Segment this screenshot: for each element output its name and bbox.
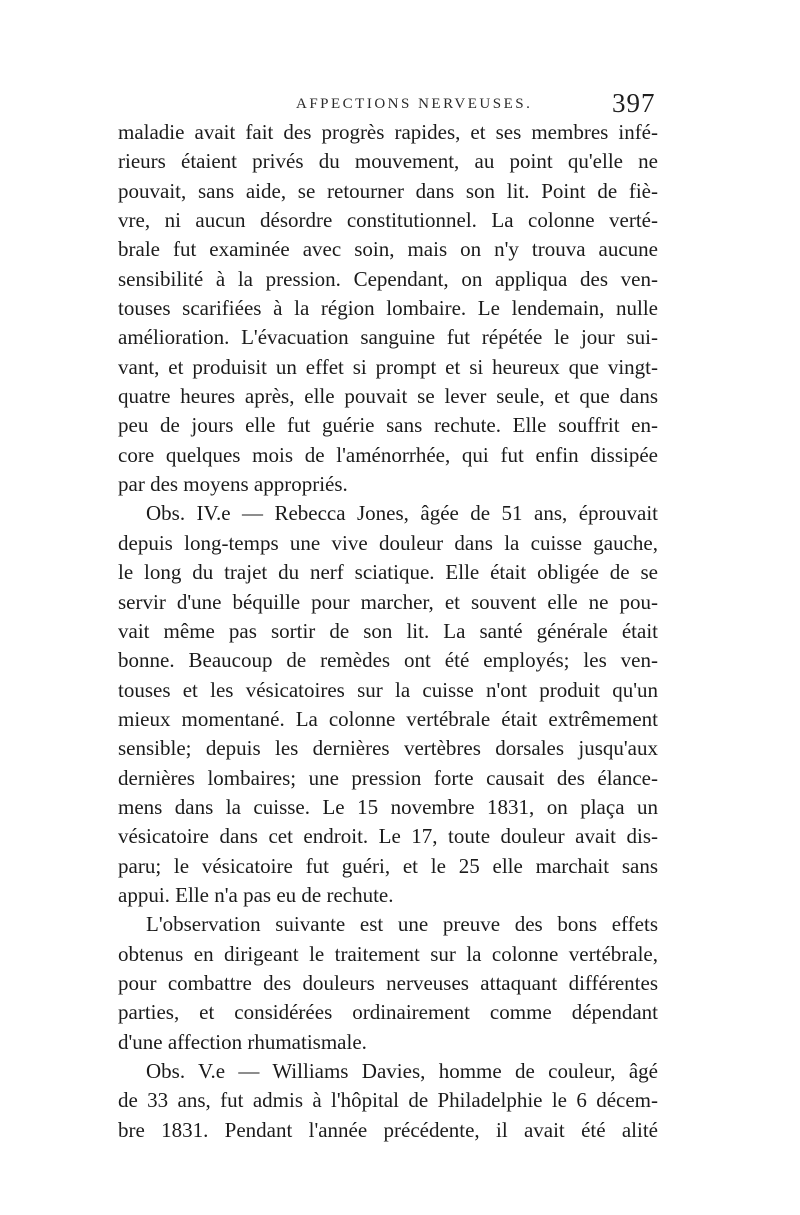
text-line: servir d'une béquille pour marcher, et souvent elle ne pou-: [118, 589, 658, 614]
text-line: vésicatoire dans cet endroit. Le 17, toute douleur avait dis-: [118, 824, 658, 849]
text-line: mieux momentané. La colonne vertébrale était extrêmement: [118, 706, 658, 731]
page-text: [118, 118, 658, 1145]
text-line: brale fut examinée avec soin, mais on n'y trouva aucune: [118, 237, 658, 262]
text-line: core quelques mois de l'aménorrhée, qui fut enfin dissipée: [118, 442, 658, 467]
running-header: AFPECTIONS NERVEUSES.: [296, 96, 533, 112]
text-line-observation-heading: Obs. IV.e — Rebecca Jones, âgée de 51 ans, éprouvait: [146, 501, 658, 526]
text-line: parties, et considérées ordinairement comme dépendant: [118, 1000, 658, 1025]
text-line: L'observation suivante est une preuve des bons effets: [146, 912, 658, 937]
page-number: 397: [612, 88, 656, 118]
text-line: touses scarifiées à la région lombaire. Le lendemain, nulle: [118, 296, 658, 321]
text-line-observation-heading: Obs. V.e — Williams Davies, homme de couleur, âgé: [146, 1059, 658, 1083]
text-line: de 33 ans, fut admis à l'hôpital de Philadelphie le 6 décem-: [118, 1088, 658, 1113]
text-line: le long du trajet du nerf sciatique. Elle était obligée de se: [118, 560, 658, 585]
text-line: obtenus en dirigeant le traitement sur la colonne vertébrale,: [118, 941, 658, 966]
text-line: maladie avait fait des progrès rapides, et ses membres infé-: [118, 120, 658, 144]
text-line: sensibilité à la pression. Cependant, on appliqua des ven-: [118, 266, 658, 291]
text-line: peu de jours elle fut guérie sans rechute. Elle souffrit en-: [118, 413, 658, 438]
text-line: bre 1831. Pendant l'année précédente, il avait été alité: [118, 1117, 658, 1142]
text-line: touses et les vésicatoires sur la cuisse n'ont produit qu'un: [118, 677, 658, 702]
text-line: sensible; depuis les dernières vertèbres dorsales jusqu'aux: [118, 736, 658, 761]
text-line: pour combattre des douleurs nerveuses attaquant différentes: [118, 970, 658, 995]
text-line: quatre heures après, elle pouvait se lever seule, et que dans: [118, 384, 658, 409]
text-line: rieurs étaient privés du mouvement, au point qu'elle ne: [118, 149, 658, 174]
text-line: vant, et produisit un effet si prompt et si heureux que vingt-: [118, 354, 658, 379]
text-line: vait même pas sortir de son lit. La santé générale était: [118, 618, 658, 643]
text-line: par des moyens appropriés.: [118, 472, 348, 497]
text-line: paru; le vésicatoire fut guéri, et le 25 elle marchait sans: [118, 853, 658, 878]
text-line: d'une affection rhumatismale.: [118, 1029, 367, 1054]
text-line: mens dans la cuisse. Le 15 novembre 1831, on plaça un: [118, 794, 658, 819]
text-line: dernières lombaires; une pression forte causait des élance-: [118, 765, 658, 790]
text-line: vre, ni aucun désordre constitutionnel. La colonne verté-: [118, 208, 658, 233]
text-line: bonne. Beaucoup de remèdes ont été employés; les ven-: [118, 648, 658, 673]
text-line: amélioration. L'évacuation sanguine fut répétée le jour sui-: [118, 325, 658, 350]
text-line: appui. Elle n'a pas eu de rechute.: [118, 882, 394, 907]
text-line: depuis long-temps une vive douleur dans la cuisse gauche,: [118, 530, 658, 555]
text-line: pouvait, sans aide, se retourner dans son lit. Point de fiè-: [118, 178, 658, 203]
